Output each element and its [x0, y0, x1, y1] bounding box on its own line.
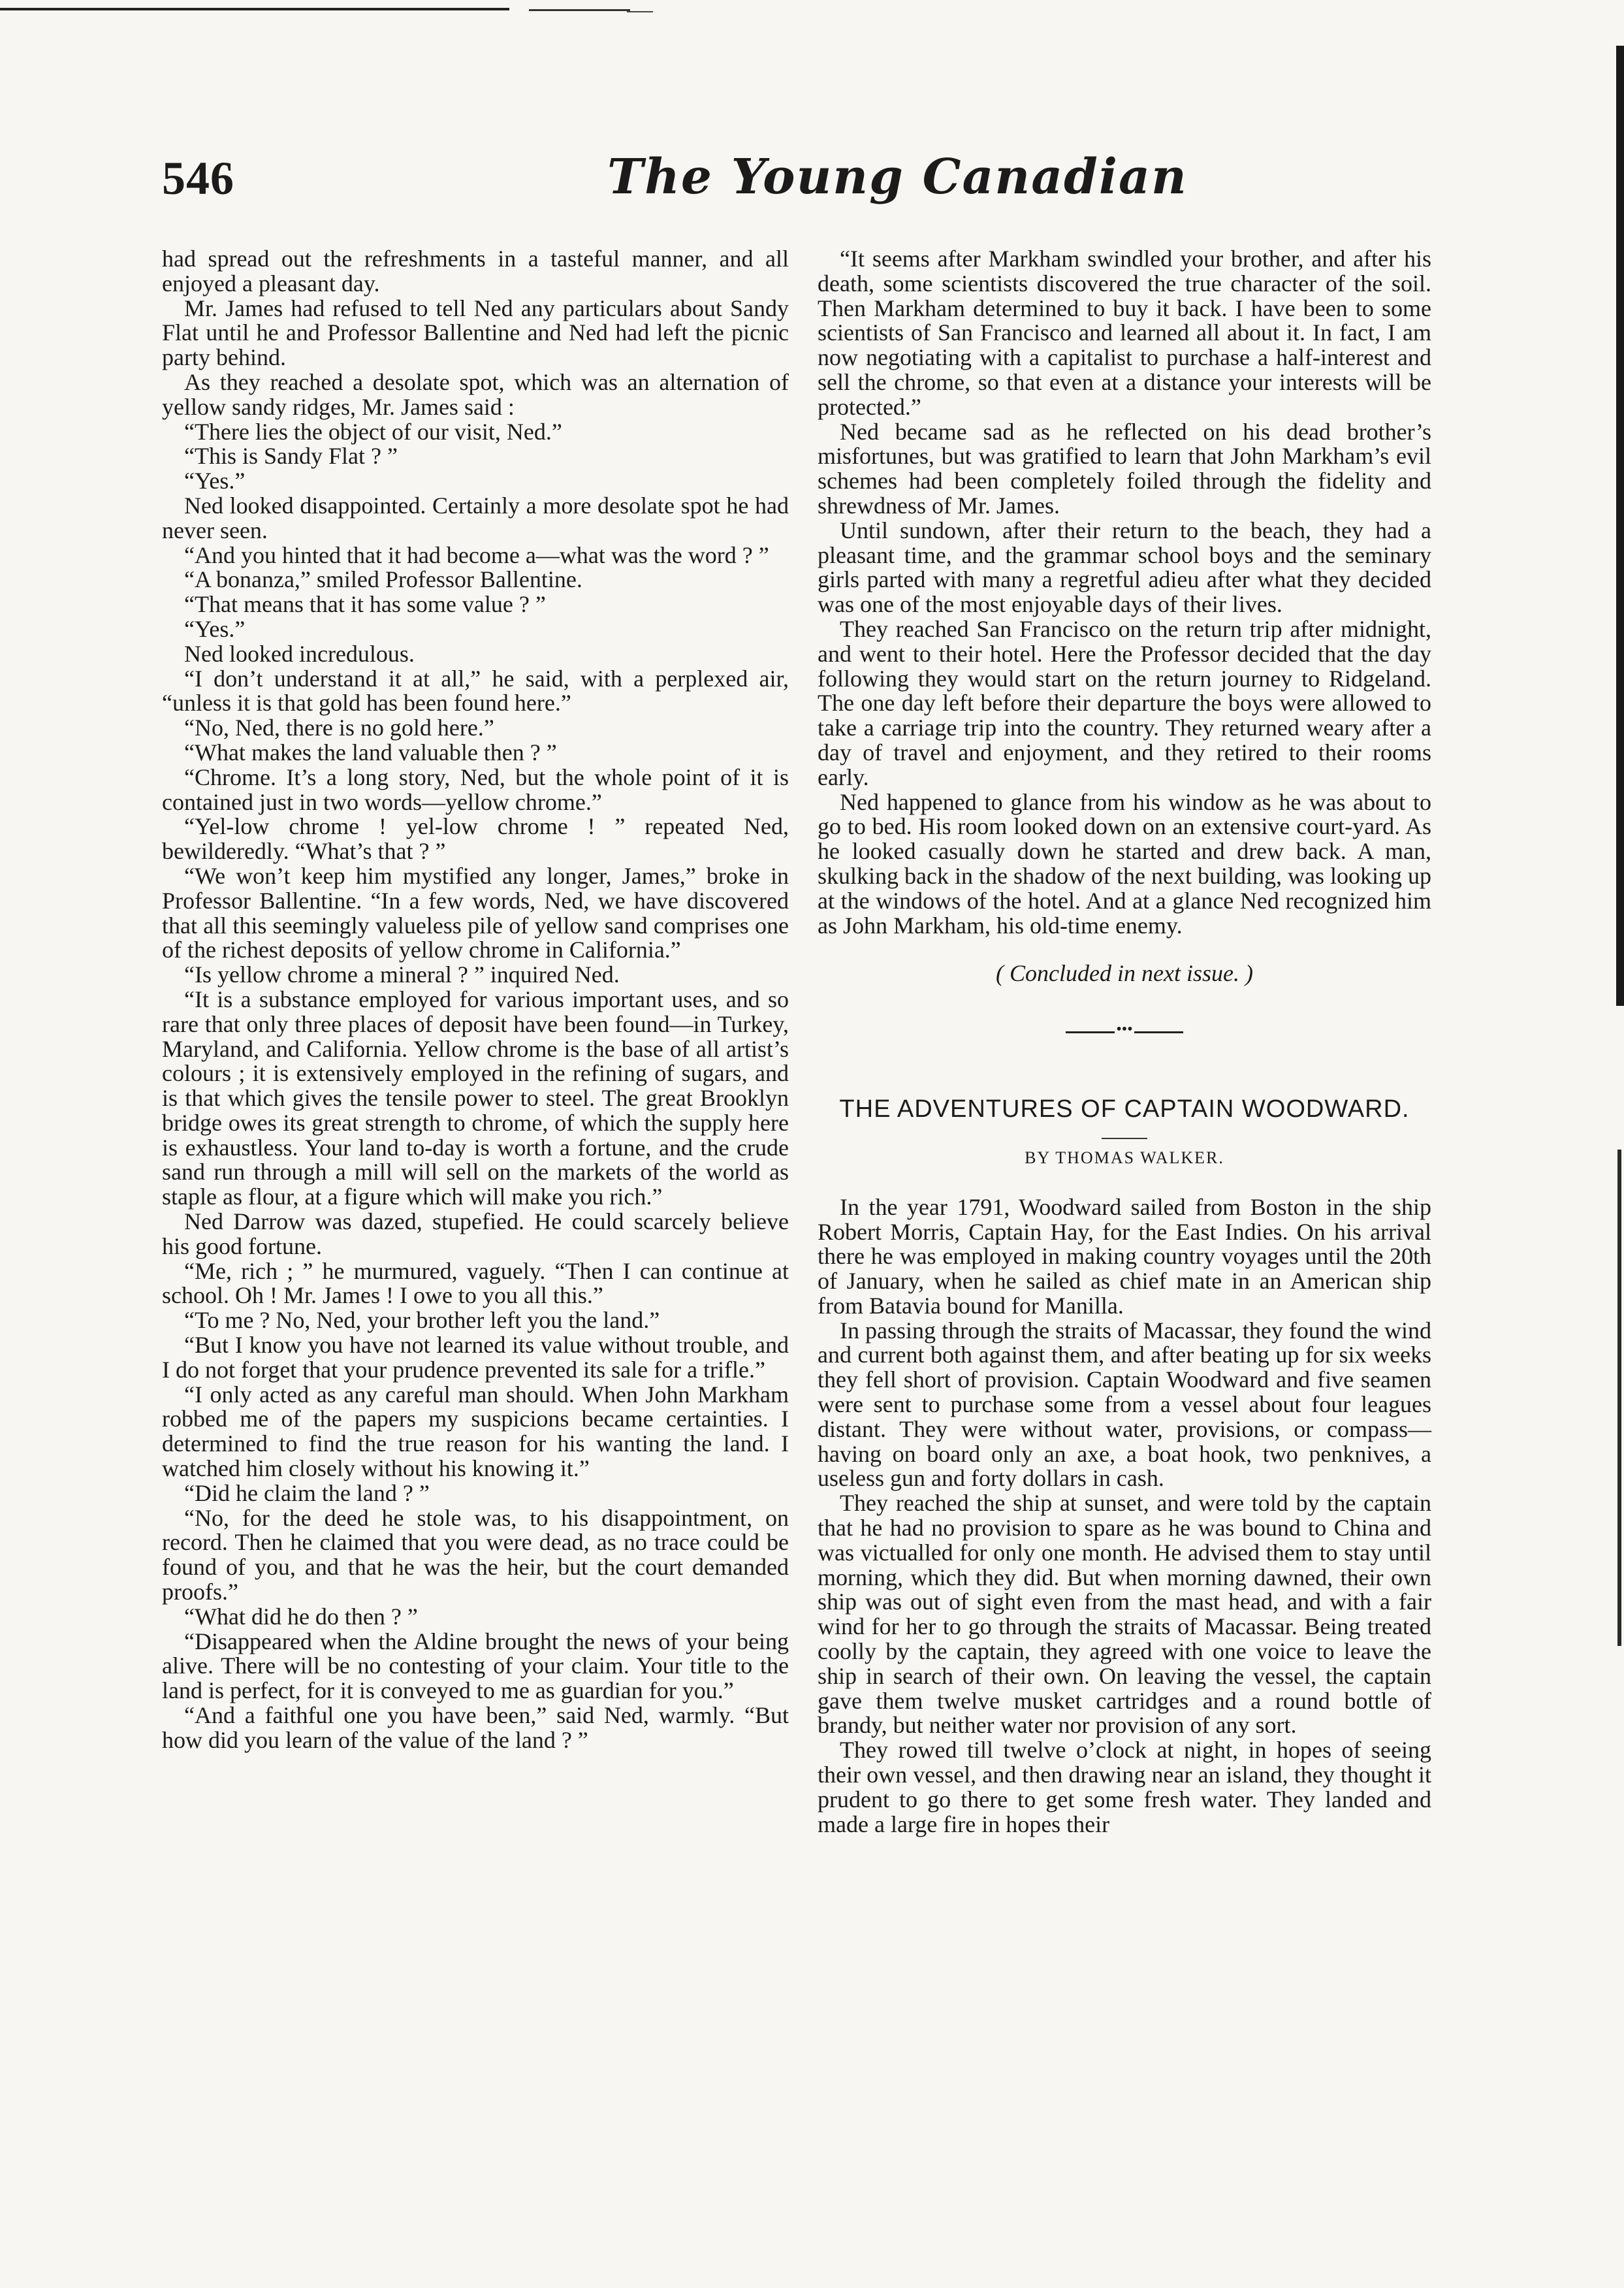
paragraph: Ned looked incredulous. [184, 640, 415, 667]
paragraph: “And you hinted that it had become a—what was the word ? ” [184, 541, 769, 568]
paragraph: Until sundown, after their return to the beach, they had a pleasant time, and the grammar school boys and the seminary girls parted with many a regretful adieu after what they decided was one of the most enjoyable days of their lives. [818, 517, 1431, 618]
paragraph: In the year 1791, Woodward sailed from Boston in the ship Robert Morris, Captain Hay, for the East Indies. On his arrival there he was employed in making country voyages until the 20th of January, when he sailed as chief mate in an American ship from Batavia bound for Manilla. [818, 1193, 1431, 1319]
paragraph: As they reached a desolate spot, which was an alternation of yellow sandy ridges, Mr. James said : [162, 368, 789, 420]
paragraph: “Me, rich ; ” he murmured, vaguely. “Then I can continue at school. Oh ! Mr. James ! I owe to you all this.” [162, 1257, 789, 1309]
paragraph: “What did he do then ? ” [184, 1603, 418, 1630]
paragraph: “To me ? No, Ned, your brother left you the land.” [184, 1307, 660, 1334]
ornament-line-right [1134, 1031, 1183, 1033]
paragraph: “It is a substance employed for various important uses, and so rare that only three places of deposit have been found—in Turkey, Maryland, and California. Yellow chrome is the base of all artist’s colours ; it is extensively employed in the refining of sugars, and is that which gives the tensile power to steel. The great Brooklyn bridge owes its great strength to chrome, of which the supply here is exhaustless. Your land to-day is worth a fortune, and the crude sand run through a mill will sell on the markets of the world as staple as flour, at a figure which will make you rich.” [162, 986, 789, 1210]
paragraph: “A bonanza,” smiled Professor Ballentine. [184, 566, 582, 593]
story-byline: BY THOMAS WALKER. [1025, 1148, 1224, 1167]
paragraph: “There lies the object of our visit, Ned.” [184, 418, 562, 445]
top-rule [0, 8, 509, 10]
page-edge-shadow-lower [1617, 1150, 1621, 1646]
paragraph: “Yes.” [184, 615, 246, 642]
ornament-line-left [1066, 1031, 1115, 1033]
paragraph: “What makes the land valuable then ? ” [184, 739, 557, 765]
page-number: 546 [162, 152, 234, 204]
section-ornament [1066, 1021, 1183, 1040]
paragraph: “I only acted as any careful man should. When John Markham robbed me of the papers my suspicions became certainties. I determined to find the true reason for his wanting the land. I watched him closely without his knowing it.” [162, 1381, 789, 1482]
paragraph: “Yes.” [184, 468, 246, 494]
paragraph: “Chrome. It’s a long story, Ned, but the whole point of it is contained just in two words—yellow chrome.” [162, 764, 789, 815]
ornament-dots: ••• [1116, 1021, 1133, 1039]
paragraph: “Disappeared when the Aldine brought the news of your being alive. There will be no contesting of your claim. Your title to the land is perfect, for it is conveyed to me as guardian for you.” [162, 1628, 789, 1704]
top-rule-segment [529, 9, 630, 11]
masthead-title: The Young Canadian [607, 149, 1188, 205]
paragraph: Ned happened to glance from his window as he was about to go to bed. His room looked down on an extensive court-yard. As he looked casually down he started and drew back. A man, skulking back in the shadow of the next building, was looking up at the windows of the hotel. And at a glance Ned recognized him as John Markham, his old-time enemy. [818, 788, 1431, 939]
paragraph: “It seems after Markham swindled your brother, and after his death, some scientists discovered the true character of the soil. Then Markham determined to buy it back. I have been to some scientists of San Francisco and learned all about it. In fact, I am now negotiating with a capitalist to purchase a half-interest and sell the chrome, so that even at a distance your interests will be protected.” [818, 246, 1431, 420]
story-paragraphs [818, 1195, 1431, 1837]
paragraph: “Yel-low chrome ! yel-low chrome ! ” repeated Ned, bewilderedly. “What’s that ? ” [162, 813, 789, 865]
paragraph: “But I know you have not learned its value without trouble, and I do not forget that your prudence prevented its sale for a trifle.” [162, 1332, 789, 1383]
paragraph: “And a faithful one you have been,” said Ned, warmly. “But how did you learn of the value of the land ? ” [162, 1702, 789, 1753]
paragraph: Ned became sad as he reflected on his dead brother’s misfortunes, but was gratified to learn that John Markham’s evil schemes had been completely foiled through the fidelity and shrewdness of Mr. James. [818, 418, 1431, 519]
right-column-paragraphs [818, 247, 1431, 938]
paragraph: “I don’t understand it at all,” he said, with a perplexed air, “unless it is that gold has been found here.” [162, 665, 789, 717]
paragraph: “This is Sandy Flat ? ” [184, 443, 398, 470]
concluded-note: ( Concluded in next issue. ) [996, 960, 1253, 987]
paragraph: Ned looked disappointed. Certainly a more desolate spot he had never seen. [162, 492, 789, 543]
title-rule [1102, 1138, 1147, 1139]
top-rule-dash [627, 11, 653, 12]
paragraph: “Is yellow chrome a mineral ? ” inquired Ned. [184, 961, 620, 988]
paragraph: They reached the ship at sunset, and were told by the captain that he had no provision to spare as he was bound to China and was victualled for only one month. He advised them to stay until morning, which they did. But when morning dawned, their own ship was out of sight even from the mast head, and with a fair wind for her to go through the straits of Macassar. Being treated coolly by the captain, they agreed with one voice to leave the ship in search of their own. On leaving the vessel, the captain gave them twelve musket cartridges and a round bottle of brandy, but neither water nor provision of any sort. [818, 1490, 1431, 1739]
left-column [162, 247, 789, 1753]
paragraph: Ned Darrow was dazed, stupefied. He could scarcely believe his good fortune. [162, 1208, 789, 1259]
paragraph: “No, Ned, there is no gold here.” [184, 715, 494, 741]
paragraph: In passing through the straits of Macassar, they found the wind and current both against them, and after beating up for six weeks they fell short of provision. Captain Woodward and five seamen were sent to purchase some from a vessel about four leagues distant. They were without water, provisions, or compass—having on board only an axe, a boat hook, two penknives, a useless gun and forty dollars in cash. [818, 1317, 1431, 1492]
paragraph: had spread out the refreshments in a tasteful manner, and all enjoyed a pleasant day. [162, 246, 789, 297]
right-column [818, 247, 1431, 1837]
story-title: THE ADVENTURES OF CAPTAIN WOODWARD. [839, 1095, 1410, 1123]
paragraph: “That means that it has some value ? ” [184, 591, 546, 618]
page-edge-shadow [1616, 46, 1624, 1006]
paragraph: They reached San Francisco on the return trip after midnight, and went to their hotel. Here the Professor decided that the day following they would start on the return journey to Ridgeland. The one day left before their departure the boys were allowed to take a carriage trip into the country. They returned weary after a day of travel and enjoyment, and they retired to their rooms early. [818, 615, 1431, 790]
paragraph: “We won’t keep him mystified any longer, James,” broke in Professor Ballentine. “In a few words, Ned, we have discovered that all this seemingly valueless pile of yellow sand comprises one of the richest deposits of yellow chrome in California.” [162, 862, 789, 963]
paragraph: “Did he claim the land ? ” [184, 1479, 430, 1506]
paragraph: Mr. James had refused to tell Ned any particulars about Sandy Flat until he and Professor Ballentine and Ned had left the picnic party behind. [162, 295, 789, 371]
paragraph: They rowed till twelve o’clock at night, in hopes of seeing their own vessel, and then drawing near an island, they thought it prudent to go there to get some fresh water. They landed and made a large fire in hopes their [818, 1737, 1431, 1837]
paragraph: “No, for the deed he stole was, to his disappointment, on record. Then he claimed that you were dead, as no trace could be found of you, and that he was the heir, but the court demanded proofs.” [162, 1504, 789, 1605]
